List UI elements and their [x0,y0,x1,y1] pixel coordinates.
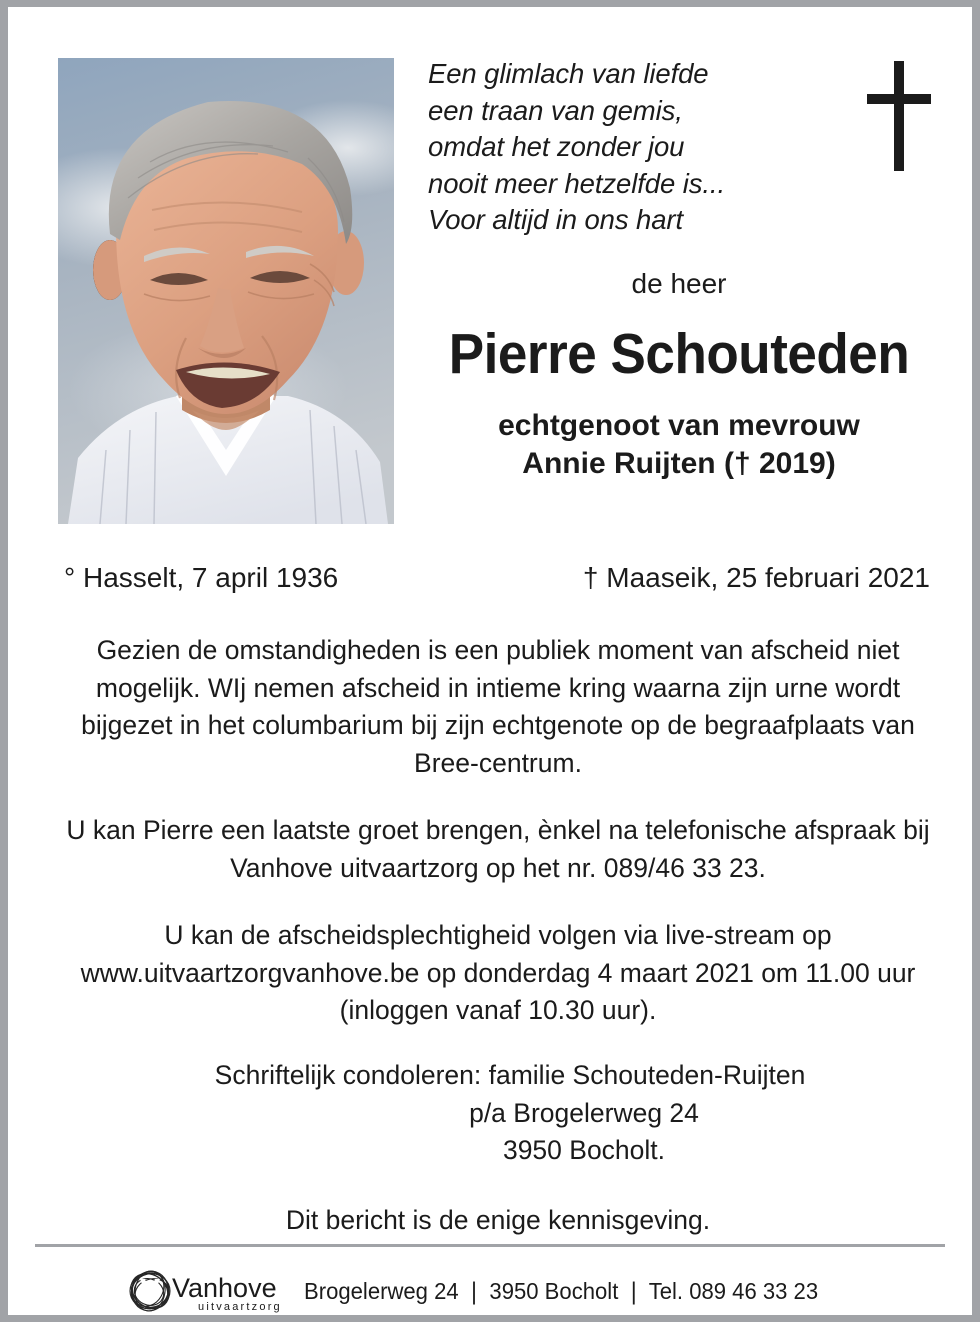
logo-tagline: uitvaartzorg [198,1301,282,1313]
death-date: † Maaseik, 25 februari 2021 [582,562,930,593]
condolence-block [68,1057,952,1170]
poem-line: Een glimlach van liefde [428,58,709,89]
condolence-address-city: 3950 Bocholt. [502,1135,666,1165]
spouse-label: echtgenoot van mevrouw [498,409,860,442]
footer-address: Brogelerweg 24 ❘ 3950 Bocholt ❘ Tel. 089 46 33 23 [304,1278,819,1304]
logo-scribble-mark [126,1266,176,1316]
deceased-full-name: Pierre Schouteden [448,322,910,386]
life-dates [64,561,930,595]
announcement-paragraph-3: U kan de afscheidsplechtigheid volgen via live-stream op www.uitvaartzorgvanhove.be op donderdag 4 maart 2021 om 11.00 uur (inloggen vanaf 10.30 uur). [80,920,916,1025]
latin-cross-icon [867,61,931,171]
final-note: Dit bericht is de enige kennisgeving. [285,1205,711,1235]
poem-line: Voor altijd in ons hart [428,204,684,235]
condolence-address-street: p/a Brogelerweg 24 [469,1097,699,1128]
announcement-paragraph-2: U kan Pierre een laatste groet brengen, ènkel na telefonische afspraak bij Vanhove uitvaartzorg op het nr. 089/46 33 23. [66,815,930,883]
memorial-poem [428,56,848,239]
deceased-name-block [406,267,952,483]
logo-wordmark: Vanhove [172,1273,277,1303]
cross-vertical-bar [894,61,904,171]
announcement-paragraph-1: Gezien de omstandigheden is een publiek moment van afscheid niet mogelijk. WIj nemen afscheid in intieme kring waarna zijn urne wordt bijgezet in het columbarium bij zijn echtgenote op de begraafplaats van Bree-centrum. [81,635,915,778]
birth-date: ° Hasselt, 7 april 1936 [64,562,339,593]
spouse-name: Annie Ruijten († 2019) [522,447,836,480]
portrait-photo [58,58,394,524]
salutation: de heer [631,268,727,299]
condolence-line: Schriftelijk condoleren: familie Schouteden-Ruijten [214,1060,806,1090]
vanhove-logo [126,1265,294,1317]
cross-horizontal-bar [867,94,931,104]
spouse-info [406,407,952,483]
poem-line: omdat het zonder jou [428,131,685,162]
poem-line: een traan van gemis, [428,94,683,126]
footer-divider [35,1244,945,1247]
footer [126,1263,926,1319]
poem-line: nooit meer hetzelfde is... [428,167,725,199]
